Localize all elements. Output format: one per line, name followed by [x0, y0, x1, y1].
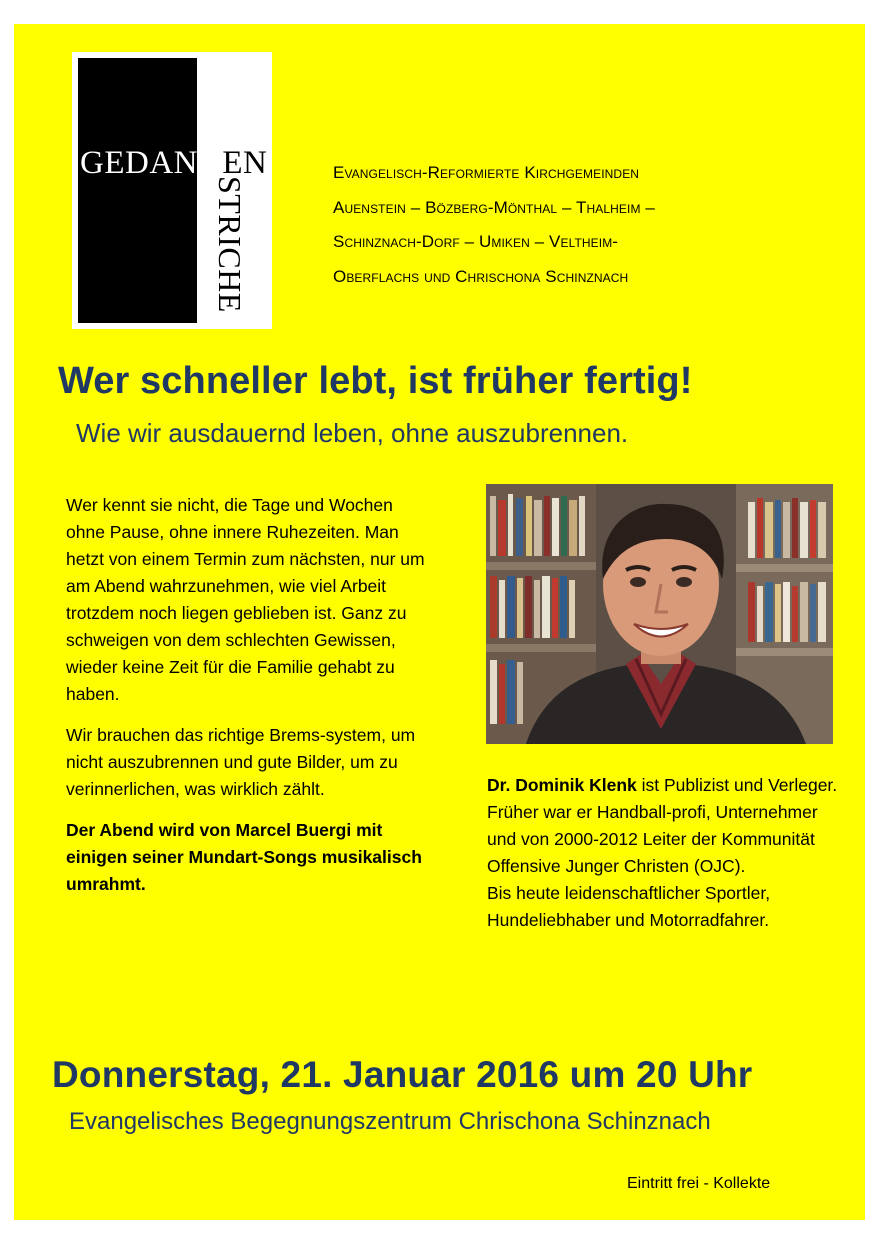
description-paragraph: Wer kennt sie nicht, die Tage und Wochen ohne Pause, ohne innere Ruhezeiten. Man hetzt von einem Termin zum nächsten, nur um am Abend wahrzunehmen, wie viel Arbeit trotzdem noch liegen geblieben ist. Ganz zu schweigen von dem schlechten Gewissen, wieder keine Zeit für die Familie gehabt zu haben.	[66, 495, 425, 704]
logo-black-block	[78, 58, 197, 323]
speaker-bio	[487, 772, 847, 934]
church-line: Oberflachs und Chrischona Schinznach	[333, 266, 629, 286]
entry-info: Eintritt frei - Kollekte	[627, 1175, 771, 1192]
church-line: Evangelisch-Reformierte Kirchgemeinden	[333, 163, 640, 182]
church-line: Auenstein – Bözberg-Mönthal – Thalheim –	[333, 197, 655, 217]
logo-word-striche: STRICHE	[212, 176, 248, 313]
church-header	[333, 156, 813, 294]
speaker-bio-text: ist Publizist und Verleger. Früher war er Handball-profi, Unternehmer und von 2000-2012 Leiter der Kommunität Offensive Junger Christen (OJC).	[487, 775, 838, 876]
church-line: Schinznach-Dorf – Umiken – Veltheim-	[333, 232, 619, 251]
logo-word-gedanken-white: GEDANK	[80, 145, 223, 181]
music-note-paragraph: Der Abend wird von Marcel Buergi mit einigen seiner Mundart-Songs musikalisch umrahmt.	[66, 820, 422, 894]
speaker-photo	[486, 484, 833, 744]
event-title: Wer schneller lebt, ist früher fertig!	[58, 360, 693, 402]
gedankenstriche-logo	[72, 52, 272, 329]
event-date: Donnerstag, 21. Januar 2016 um 20 Uhr	[52, 1054, 753, 1095]
event-description	[66, 492, 436, 912]
speaker-name: Dr. Dominik Klenk	[487, 775, 637, 795]
speaker-bio-text-2: Bis heute leidenschaftlicher Sportler, Hundeliebhaber und Motorradfahrer.	[487, 883, 771, 930]
logo-word-gedanken-black: EN	[222, 145, 268, 181]
description-paragraph: Wir brauchen das richtige Brems-system, um nicht auszubrennen und gute Bilder, um zu verinnerlichen, was wirklich zählt.	[66, 725, 416, 799]
event-subtitle: Wie wir ausdauernd leben, ohne auszubrennen.	[76, 418, 629, 448]
event-venue: Evangelisches Begegnungszentrum Chrischona Schinznach	[69, 1108, 711, 1135]
